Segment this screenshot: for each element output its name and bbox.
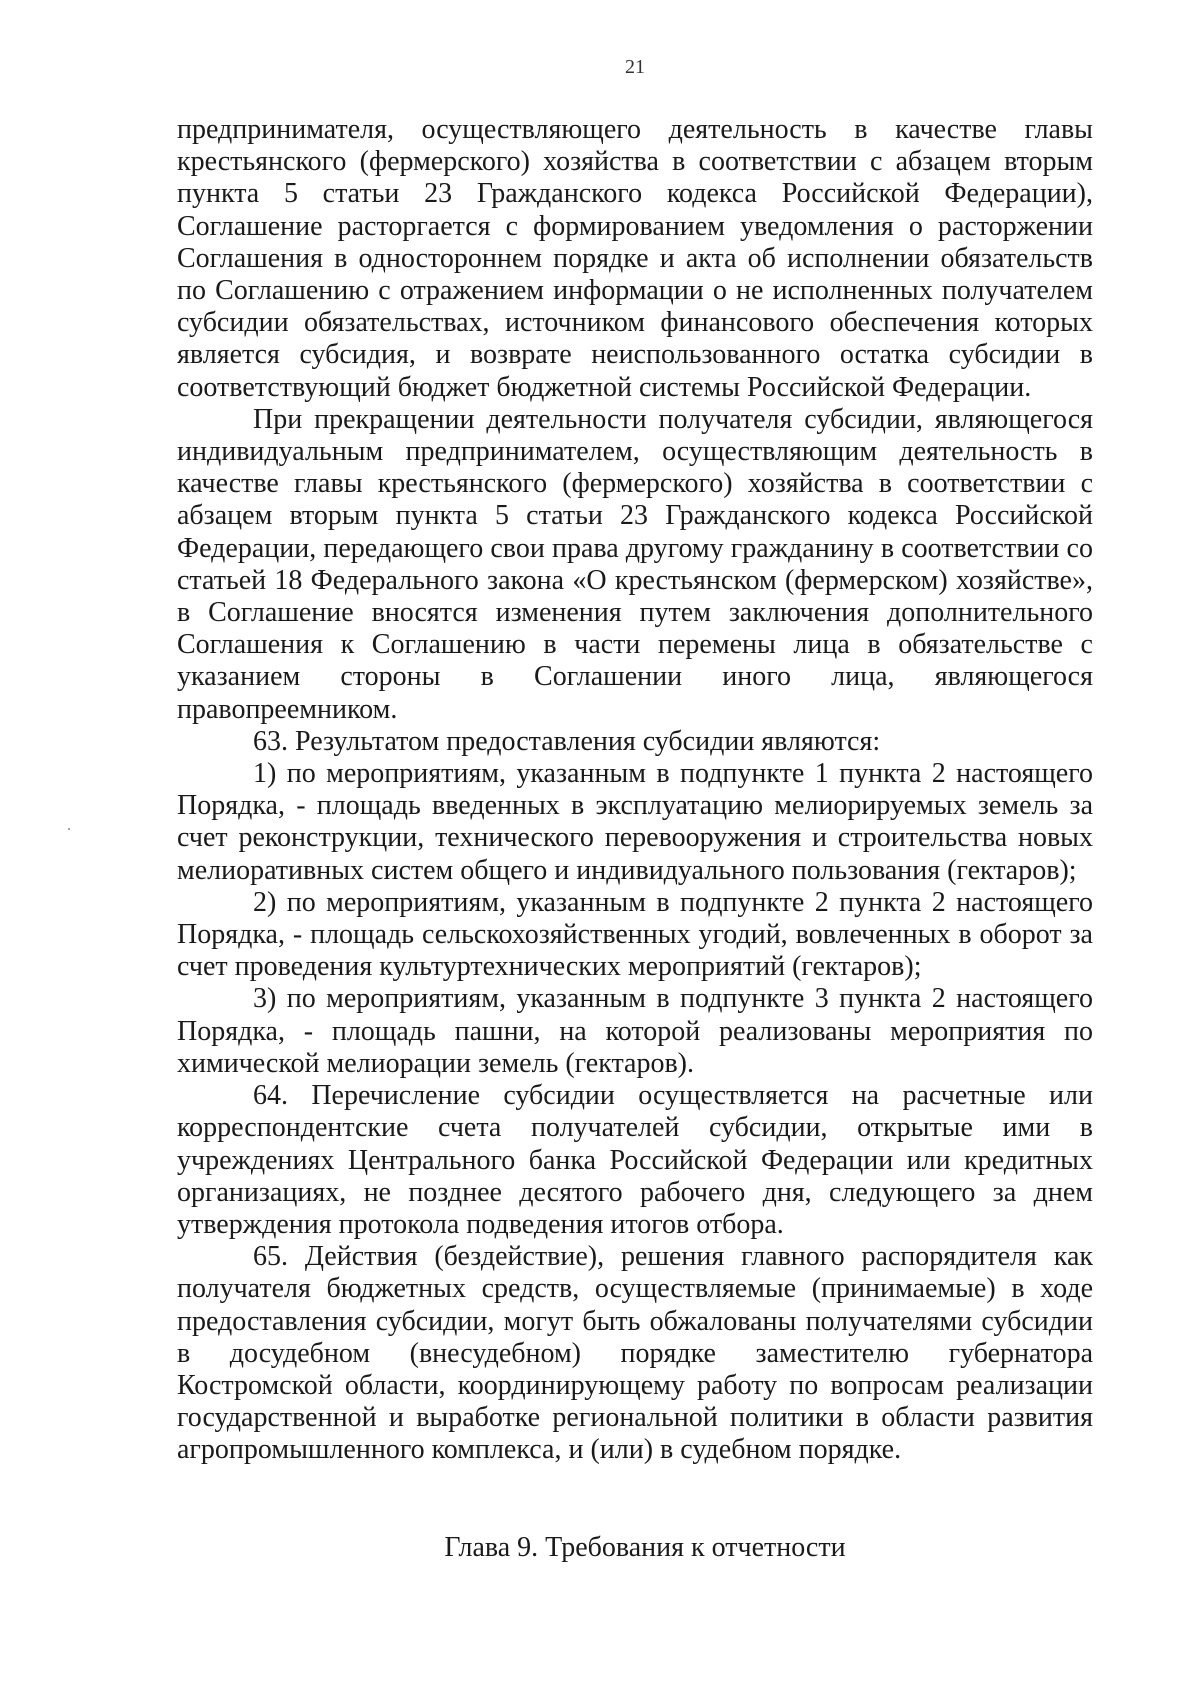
scan-speck	[68, 828, 70, 830]
document-body	[177, 114, 1093, 1467]
chapter-heading: Глава 9. Требования к отчетности	[444, 1532, 846, 1563]
paragraph-termination-of-activity: При прекращении деятельности получателя субсидии, являющегося индивидуальным предпринимателем, осуществляющим деятельность в качестве главы крестьянского (фермерского) хозяйства в соответствии с абзацем вторым пункта 5 статьи 23 Гражданского кодекса Российской Федерации, передающего свои права другому гражданину в соответствии со статьей 18 Федерального закона «О крестьянском (фермерском) хозяйстве», в Соглашение вносятся изменения путем заключения дополнительного Соглашения к Соглашению в части перемены лица в обязательстве с указанием стороны в Соглашении иного лица, являющегося правопреемником.	[177, 403, 1093, 725]
page-number: 21	[625, 56, 645, 78]
paragraph-63-item-3: 3) по мероприятиям, указанным в подпункте 3 пункта 2 настоящего Порядка, - площадь пашни, на которой реализованы мероприятия по химической мелиорации земель (гектаров).	[177, 983, 1093, 1079]
paragraph-63-item-2: 2) по мероприятиям, указанным в подпункте 2 пункта 2 настоящего Порядка, - площадь сельскохозяйственных угодий, вовлеченных в оборот за счет проведения культуртехнических мероприятий (гектаров);	[177, 886, 1093, 983]
paragraph-64-transfer: 64. Перечисление субсидии осуществляется на расчетные или корреспондентские счета получателей субсидии, открытые ими в учреждениях Центрального банка Российской Федерации или кредитных организациях, не позднее десятого рабочего дня, следующего за днем утверждения протокола подведения итогов отбора.	[177, 1080, 1093, 1240]
paragraph-63-item-1: 1) по мероприятиям, указанным в подпункте 1 пункта 2 настоящего Порядка, - площадь введенных в эксплуатацию мелиорируемых земель за счет реконструкции, технического перевооружения и строительства новых мелиоративных систем общего и индивидуального пользования (гектаров);	[177, 758, 1093, 886]
paragraph-65-appeal: 65. Действия (бездействие), решения главного распорядителя как получателя бюджетных средств, осуществляемые (принимаемые) в ходе предоставления субсидии, могут быть обжалованы получателями субсидии в досудебном (внесудебном) порядке заместителю губернатора Костромской области, координирующему работу по вопросам реализации государственной и выработке региональной политики в области развития агропромышленного комплекса, и (или) в судебном порядке.	[177, 1241, 1093, 1466]
paragraph-continuation: предпринимателя, осуществляющего деятельность в качестве главы крестьянского (фермерского) хозяйства в соответствии с абзацем вторым пункта 5 статьи 23 Гражданского кодекса Российской Федерации), Соглашение расторгается с формированием уведомления о расторжении Соглашения в одностороннем порядке и акта об исполнении обязательств по Соглашению с отражением информации о не исполненных получателем субсидии обязательствах, источником финансового обеспечения которых является субсидия, и возврате неиспользованного остатка субсидии в соответствующий бюджет бюджетной системы Российской Федерации.	[177, 114, 1093, 403]
paragraph-63-results: 63. Результатом предоставления субсидии являются:	[253, 725, 881, 757]
